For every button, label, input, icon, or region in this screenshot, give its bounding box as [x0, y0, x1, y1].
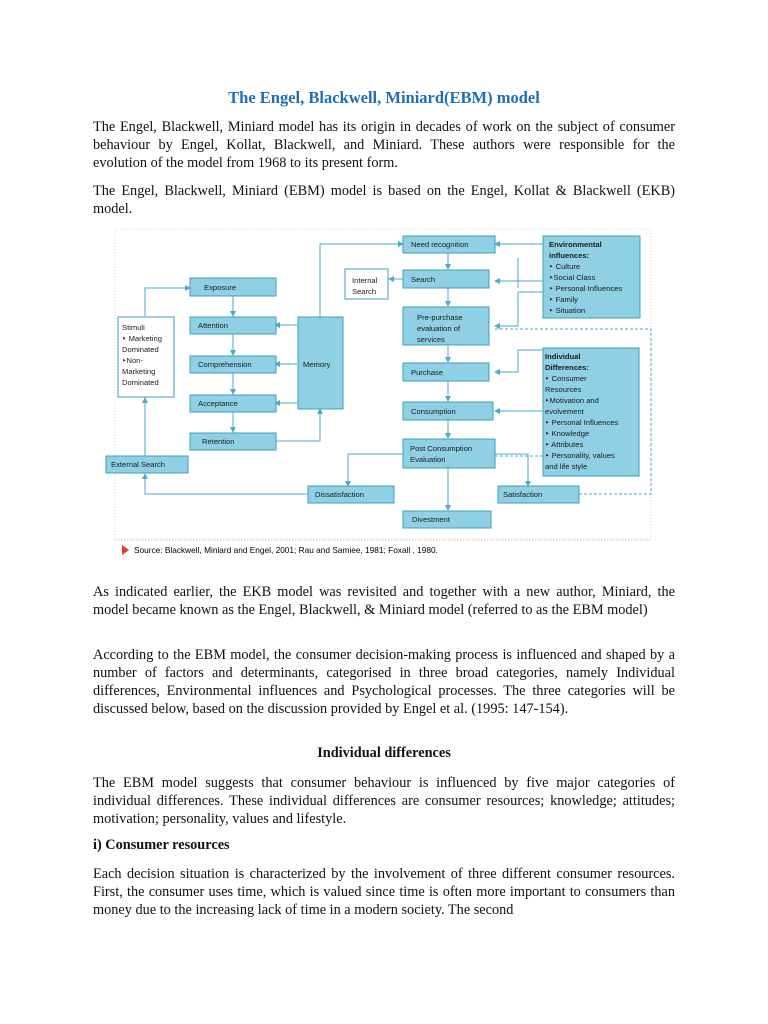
heading-individual-differences: Individual differences: [317, 745, 451, 761]
stimuli-line: Dominated: [122, 378, 159, 387]
individual-line: ‣ Attributes: [545, 440, 584, 449]
stimuli-line: ‣Non-: [122, 356, 143, 365]
retention-label: Retention: [202, 437, 235, 446]
exposure-label: Exposure: [204, 283, 237, 292]
environmental-line: influences:: [549, 251, 590, 260]
paragraph-origin: The Engel, Blackwell, Miniard model has its origin in decades of work on the subject of consumer behaviour by Engel, Kollat, Blackwell, and Miniard. These authors were responsible for the evolution of the model from 1968 to its present form.: [93, 119, 675, 171]
divestment-label: Divestment: [412, 515, 450, 524]
acceptance-label: Acceptance: [198, 399, 238, 408]
post-consumption-line: Evaluation: [410, 455, 446, 464]
dissatisfaction-label: Dissatisfaction: [315, 490, 364, 499]
paragraph-consumer-resources: Each decision situation is characterized by the involvement of three different consumer resources. First, the consumer uses time, which is valued since time is often more important to consumers than money due to the increasing lack of time in a modern society. The second: [93, 866, 675, 918]
pre-purchase-line: Pre-purchase: [417, 313, 463, 322]
individual-line: ‣ Knowledge: [545, 429, 590, 438]
source-marker-icon: [122, 545, 129, 555]
external-search-label: External Search: [111, 460, 166, 469]
comprehension-label: Comprehension: [198, 360, 252, 369]
stimuli-line: Marketing: [122, 367, 156, 376]
environmental-line: Environmental: [549, 240, 602, 249]
ebm-model-diagram: [103, 226, 655, 566]
paragraph-ekb-revisited: As indicated earlier, the EKB model was revisited and together with a new author, Miniard, the model became known as the Engel, Blackwell, & Miniard model (referred to as the EBM model): [93, 584, 675, 618]
paragraph-ebm-factors: According to the EBM model, the consumer decision-making process is influenced and shaped by a number of factors and determinants, categorised in three broad categories, namely Individual differences, Environmental influences and Psychological processes. The three categories will be discussed below, based on the discussion provided by Engel et al. (1995: 147-154).: [93, 647, 675, 717]
stimuli-line: ‣ Marketing: [122, 334, 162, 343]
source-caption: Source: Blackwell, Miniard and Engel, 2001; Rau and Samiee, 1981; Foxall , 1980.: [134, 545, 438, 555]
paragraph-ekb-basis: The Engel, Blackwell, Miniard (EBM) model is based on the Engel, Kollat & Blackwell (EKB) model.: [93, 183, 675, 217]
environmental-line: ‣ Situation: [549, 306, 586, 315]
search-label: Search: [411, 275, 436, 284]
heading-consumer-resources: i) Consumer resources: [93, 837, 230, 853]
individual-line: ‣Motivation and: [545, 396, 599, 405]
post-consumption-line: Post Consumption: [410, 444, 473, 453]
individual-line: evolvement: [545, 407, 584, 416]
need-recognition-label: Need recognition: [411, 240, 469, 249]
consumption-label: Consumption: [411, 407, 456, 416]
internal-search-line: Internal: [352, 276, 378, 285]
attention-label: Attention: [198, 321, 228, 330]
stimuli-line: Dominated: [122, 345, 159, 354]
internal-search-line: Search: [352, 287, 377, 296]
environmental-line: ‣ Personal Influences: [549, 284, 623, 293]
individual-line: ‣ Personality, values: [545, 451, 615, 460]
satisfaction-label: Satisfaction: [503, 490, 543, 499]
individual-line: Differences:: [545, 363, 589, 372]
memory-label: Memory: [303, 360, 331, 369]
paragraph-individual-differences: The EBM model suggests that consumer behaviour is influenced by five major categories of individual differences. These individual differences are consumer resources; knowledge; attitudes; motivation; personality, values and lifestyle.: [93, 775, 675, 827]
individual-line: Resources: [545, 385, 582, 394]
individual-line: ‣ Personal Influences: [545, 418, 619, 427]
page-title: The Engel, Blackwell, Miniard(EBM) model: [228, 88, 540, 107]
environmental-line: ‣Social Class: [549, 273, 596, 282]
individual-line: and life style: [545, 462, 588, 471]
pre-purchase-line: evaluation of: [417, 324, 461, 333]
purchase-label: Purchase: [411, 368, 444, 377]
individual-line: ‣ Consumer: [545, 374, 587, 383]
individual-line: Individual: [545, 352, 581, 361]
stimuli-line: Stimuli: [122, 323, 145, 332]
environmental-line: ‣ Family: [549, 295, 578, 304]
pre-purchase-line: services: [417, 335, 445, 344]
environmental-line: ‣ Culture: [549, 262, 581, 271]
